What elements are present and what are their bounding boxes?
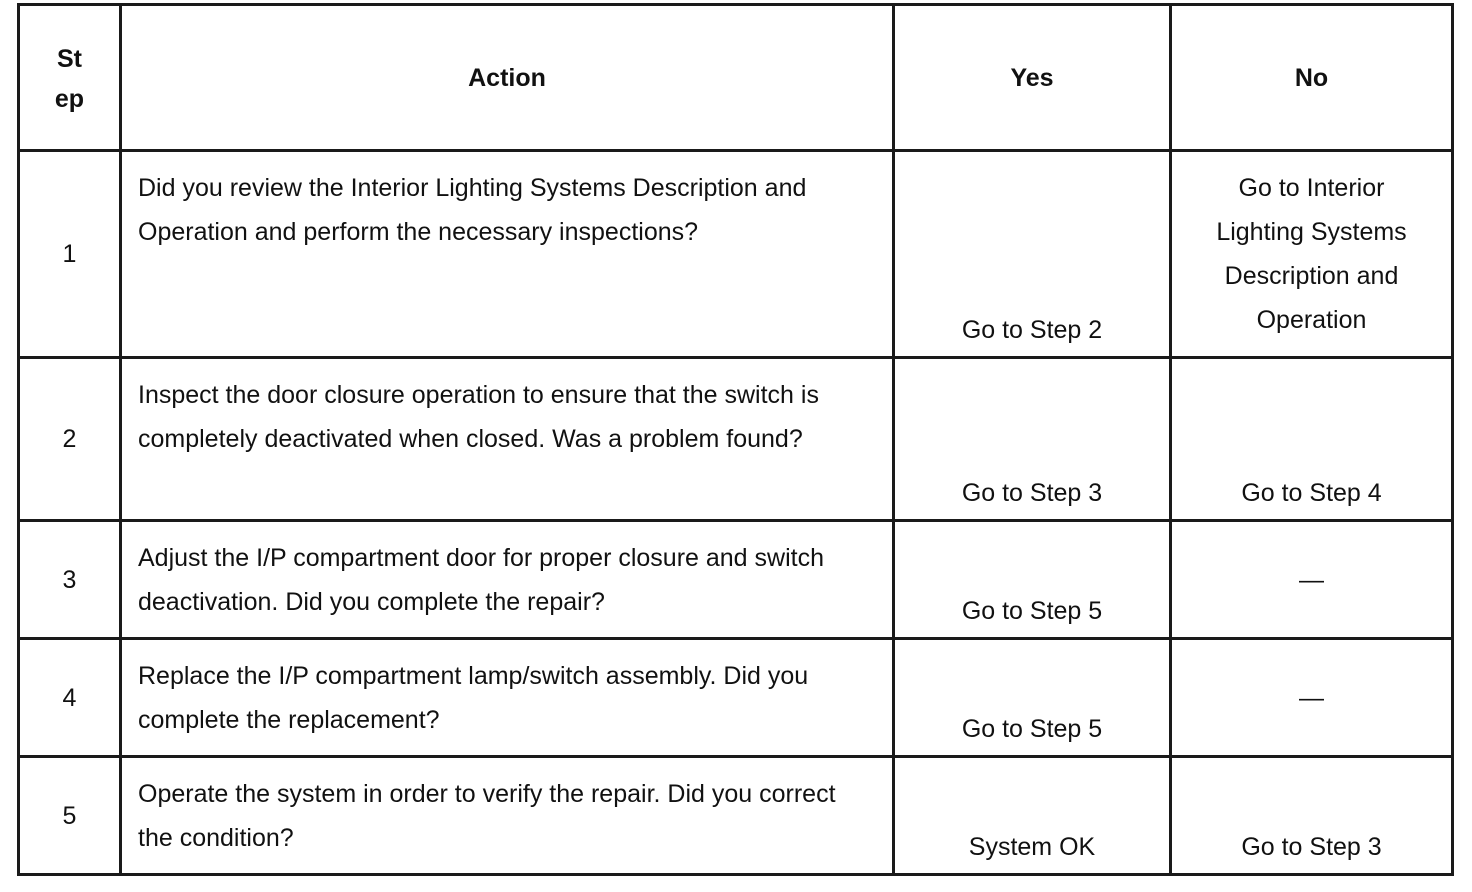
- step-number: 4: [19, 639, 121, 757]
- yes-result: Go to Step 2: [894, 151, 1171, 358]
- diagnostic-table: [17, 3, 1454, 876]
- no-result: Go to Step 4: [1171, 358, 1453, 521]
- action-text: Operate the system in order to verify the repair. Did you correct the condition?: [121, 757, 894, 875]
- action-text: Adjust the I/P compartment door for proper closure and switch deactivation. Did you complete the repair?: [121, 521, 894, 639]
- header-step-label: St ep: [54, 44, 85, 113]
- action-text: Inspect the door closure operation to ensure that the switch is completely deactivated when closed. Was a problem found?: [121, 358, 894, 521]
- header-yes: Yes: [894, 5, 1171, 151]
- table-row: [19, 358, 1453, 521]
- step-number: 1: [19, 151, 121, 358]
- no-result: —: [1171, 639, 1453, 757]
- action-text: Replace the I/P compartment lamp/switch assembly. Did you complete the replacement?: [121, 639, 894, 757]
- yes-result: Go to Step 5: [894, 521, 1171, 639]
- table-row: [19, 521, 1453, 639]
- yes-result: System OK: [894, 757, 1171, 875]
- step-number: 3: [19, 521, 121, 639]
- action-text: Did you review the Interior Lighting Systems Description and Operation and perform the necessary inspections?: [121, 151, 894, 358]
- table-row: [19, 151, 1453, 358]
- table-row: [19, 639, 1453, 757]
- yes-result: Go to Step 3: [894, 358, 1171, 521]
- no-result: —: [1171, 521, 1453, 639]
- no-result-text: Go to Interior Lighting Systems Description and Operation: [1216, 174, 1407, 334]
- table-header-row: [19, 5, 1453, 151]
- no-result: Go to Step 3: [1171, 757, 1453, 875]
- table-row: [19, 757, 1453, 875]
- header-action: Action: [121, 5, 894, 151]
- step-number: 2: [19, 358, 121, 521]
- yes-result: Go to Step 5: [894, 639, 1171, 757]
- no-result: [1171, 151, 1453, 358]
- step-number: 5: [19, 757, 121, 875]
- header-no: No: [1171, 5, 1453, 151]
- header-step: [19, 5, 121, 151]
